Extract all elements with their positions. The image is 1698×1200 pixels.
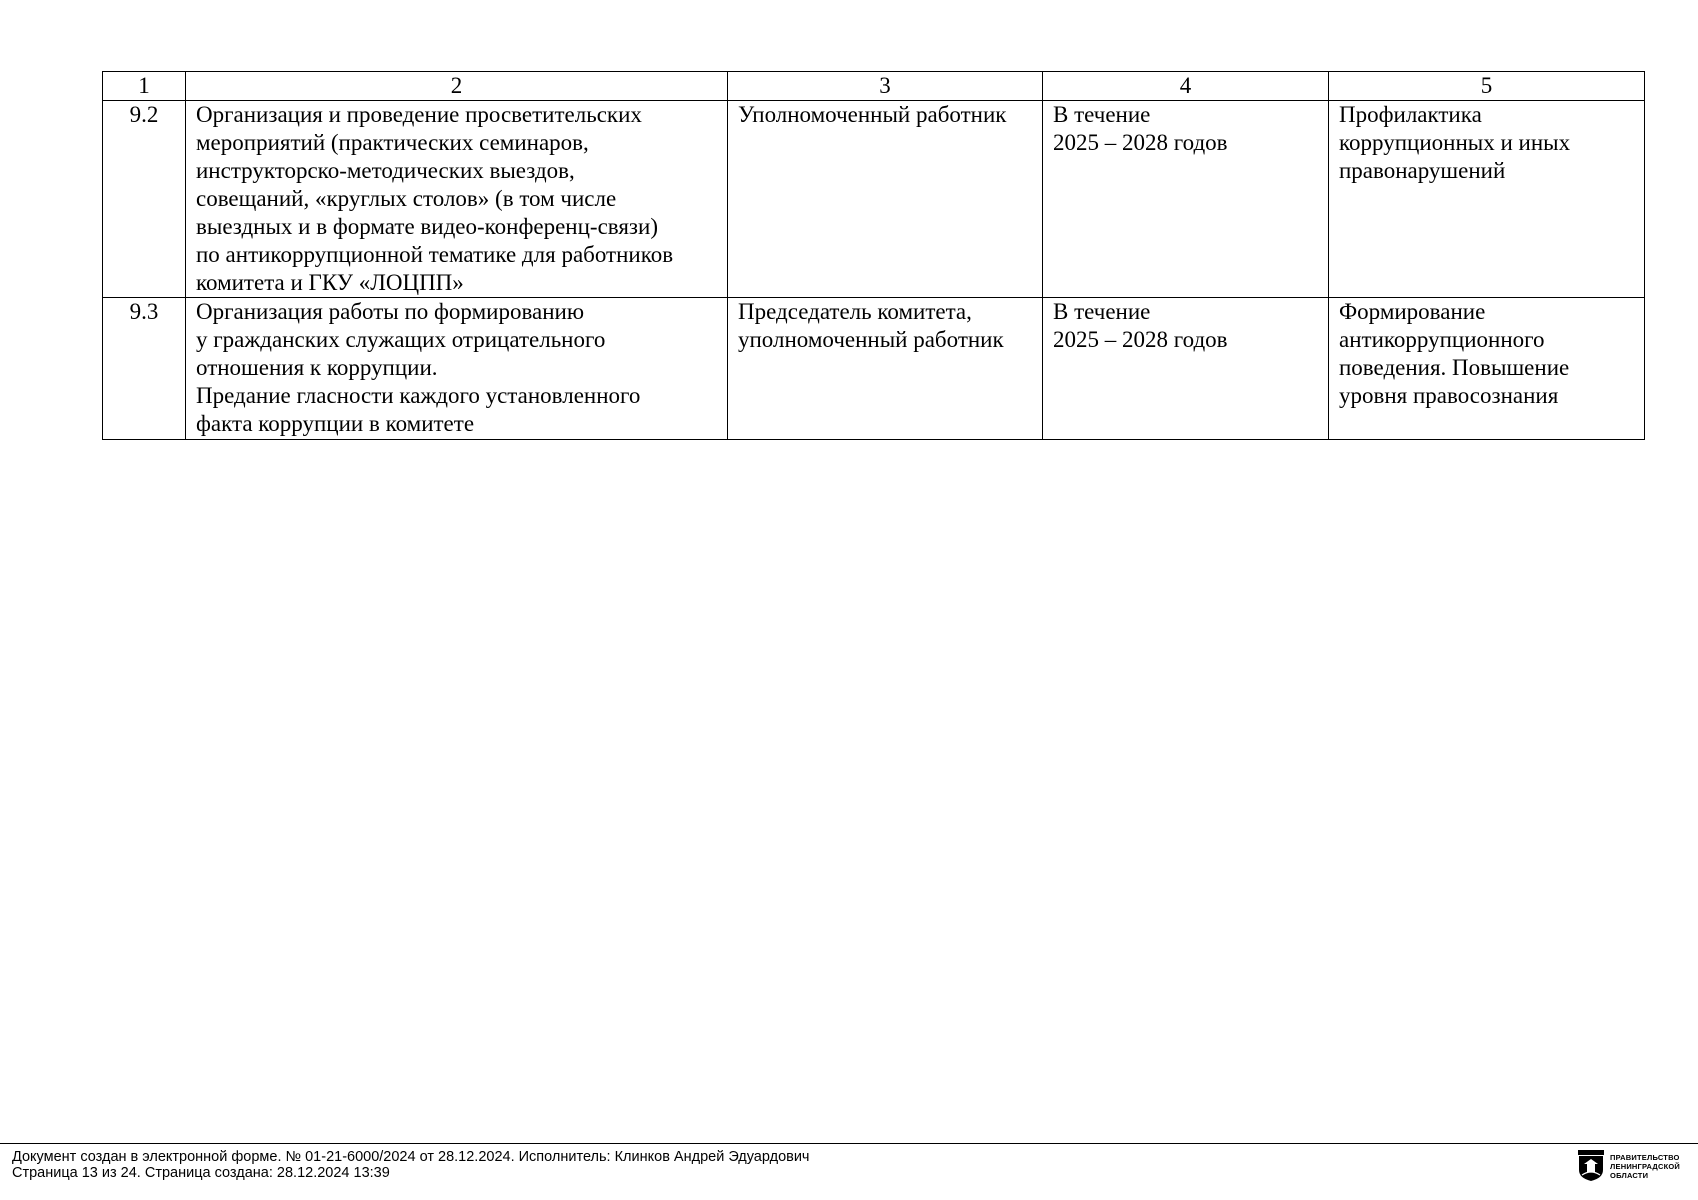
measure-line: мероприятий (практических семинаров, (196, 130, 589, 155)
result-line: Формирование (1339, 299, 1486, 324)
logo-text-line: ОБЛАСТИ (1610, 1170, 1649, 1180)
measure-line: отношения к коррупции. (196, 355, 438, 380)
logo-text-line: ЛЕНИНГРАДСКОЙ (1610, 1161, 1680, 1171)
row-number: 9.3 (103, 298, 186, 440)
measure-line: комитета и ГКУ «ЛОЦПП» (196, 270, 464, 295)
deadline-line: 2025 – 2028 годов (1053, 130, 1228, 155)
header-row (103, 72, 1645, 101)
leningrad-region-emblem-icon (1578, 1150, 1604, 1182)
result-line: уровня правосознания (1339, 383, 1559, 408)
result-cell (1329, 298, 1645, 440)
col-header-1: 1 (103, 72, 186, 101)
deadline-cell (1043, 298, 1329, 440)
deadline-line: 2025 – 2028 годов (1053, 327, 1228, 352)
result-cell (1329, 101, 1645, 298)
result-line: поведения. Повышение (1339, 355, 1570, 380)
measure-line: совещаний, «круглых столов» (в том числе (196, 186, 617, 211)
row-number: 9.2 (103, 101, 186, 298)
col-header-2: 2 (186, 72, 728, 101)
footer-page-info: Страница 13 из 24. Страница создана: 28.12.2024 13:39 (12, 1165, 390, 1181)
result-line: правонарушений (1339, 158, 1506, 183)
government-logo (1578, 1150, 1680, 1182)
result-line: Профилактика (1339, 102, 1482, 127)
responsible-line: Уполномоченный работник (738, 102, 1007, 127)
logo-text (1610, 1153, 1680, 1180)
result-line: коррупционных и иных (1339, 130, 1571, 155)
responsible-line: уполномоченный работник (738, 327, 1004, 352)
footer-document-info: Документ создан в электронной форме. № 01-21-6000/2024 от 28.12.2024. Исполнитель: Клинков Андрей Эдуардович (12, 1149, 810, 1165)
measure-cell (186, 101, 728, 298)
measure-line: инструкторско-методических выездов, (196, 158, 575, 183)
deadline-cell (1043, 101, 1329, 298)
responsible-line: Председатель комитета, (738, 299, 972, 324)
measure-line: выездных и в формате видео-конференц-связи) (196, 214, 658, 239)
col-header-3: 3 (728, 72, 1043, 101)
result-line: антикоррупционного (1339, 327, 1545, 352)
measure-line: Предание гласности каждого установленного (196, 383, 641, 408)
responsible-cell (728, 298, 1043, 440)
table-row (103, 298, 1645, 440)
measure-line: по антикоррупционной тематике для работников (196, 242, 674, 267)
measure-line: Организация и проведение просветительских (196, 102, 642, 127)
footer-divider (0, 1143, 1698, 1144)
deadline-line: В течение (1053, 102, 1151, 127)
measure-line: Организация работы по формированию (196, 299, 585, 324)
measure-line: факта коррупции в комитете (196, 411, 475, 436)
table-row (103, 101, 1645, 298)
col-header-4: 4 (1043, 72, 1329, 101)
col-header-5: 5 (1329, 72, 1645, 101)
document-footer (12, 1149, 810, 1181)
logo-text-line: ПРАВИТЕЛЬСТВО (1610, 1152, 1680, 1162)
plan-table (102, 71, 1645, 440)
deadline-line: В течение (1053, 299, 1151, 324)
measure-line: у гражданских служащих отрицательного (196, 327, 606, 352)
measure-cell (186, 298, 728, 440)
responsible-cell (728, 101, 1043, 298)
